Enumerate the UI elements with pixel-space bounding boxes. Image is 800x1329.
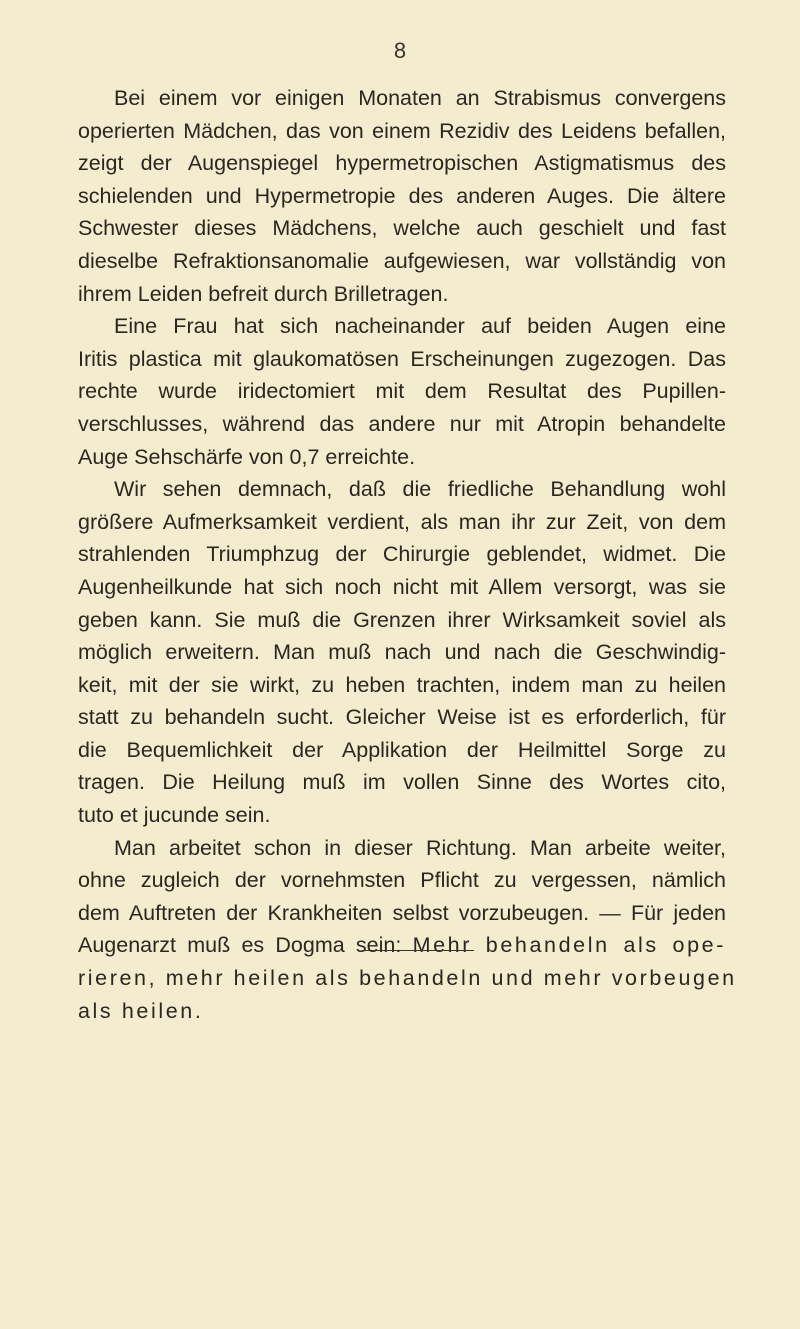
text-line: zeigt der Augenspiegel hypermetropischen Astigmatismus des (78, 151, 726, 176)
text-line: ihrem Leiden befreit durch Brilletragen. (78, 281, 449, 306)
paragraph-1 (78, 82, 726, 310)
text-line: Wir sehen demnach, daß die friedliche Behandlung wohl (114, 477, 726, 502)
text-line: strahlenden Triumphzug der Chirurgie geblendet, widmet. Die (78, 542, 726, 567)
emphasized-text: Mehr behandeln als ope- (412, 933, 726, 958)
text-line: keit, mit der sie wirkt, zu heben trachten, indem man zu heilen (78, 672, 726, 697)
text-line: die Bequemlichkeit der Applikation der Heilmittel Sorge zu (78, 737, 726, 762)
text-line: ohne zugleich der vornehmsten Pflicht zu vergessen, nämlich (78, 868, 726, 893)
text-line: tragen. Die Heilung muß im vollen Sinne des Wortes cito, (78, 770, 726, 795)
text-line: geben kann. Sie muß die Grenzen ihrer Wirksamkeit soviel als (78, 607, 726, 632)
text-line: operierten Mädchen, das von einem Rezidiv des Leidens befallen, (78, 118, 726, 143)
section-divider (362, 950, 474, 951)
page-number: 8 (393, 38, 407, 63)
body-text (78, 82, 737, 1027)
paragraph-2 (78, 310, 726, 473)
text-line: Augenheilkunde hat sich noch nicht mit Allem versorgt, was sie (78, 574, 726, 599)
text-line: Man arbeitet schon in dieser Richtung. Man arbeite weiter, (114, 835, 726, 860)
text-line (78, 929, 726, 962)
text-line: größere Aufmerksamkeit verdient, als man ihr zur Zeit, von dem (78, 509, 726, 534)
text-line: verschlusses, während das andere nur mit Atropin behandelte (78, 411, 726, 436)
text-line: rechte wurde iridectomiert mit dem Resultat des Pupillen- (78, 379, 726, 404)
text-line: möglich erweitern. Man muß nach und nach die Geschwindig- (78, 640, 726, 665)
text-line: dieselbe Refraktionsanomalie aufgewiesen, war vollständig von (78, 248, 726, 273)
paragraph-4 (78, 832, 737, 1028)
text-line: statt zu behandeln sucht. Gleicher Weise ist es erforderlich, für (78, 705, 726, 730)
text-line: dem Auftreten der Krankheiten selbst vorzubeugen. — Für jeden (78, 900, 726, 925)
text-line: Iritis plastica mit glaukomatösen Erscheinungen zugezogen. Das (78, 346, 726, 371)
text-line: Auge Sehschärfe von 0,7 erreichte. (78, 444, 416, 469)
text-line: Bei einem vor einigen Monaten an Strabismus convergens (114, 86, 726, 110)
paragraph-3 (78, 473, 726, 832)
emphasized-text-line: als heilen. (78, 998, 204, 1023)
text-line: Eine Frau hat sich nacheinander auf beiden Augen eine (114, 314, 726, 339)
text-line: Schwester dieses Mädchens, welche auch geschielt und fast (78, 216, 726, 241)
text-line: schielenden und Hypermetropie des anderen Auges. Die ältere (78, 183, 726, 208)
text-segment: Augenarzt muß es Dogma sein: (78, 933, 413, 958)
text-line: tuto et jucunde sein. (78, 803, 271, 828)
emphasized-text-line: rieren, mehr heilen als behandeln und mehr vorbeugen (78, 966, 737, 991)
